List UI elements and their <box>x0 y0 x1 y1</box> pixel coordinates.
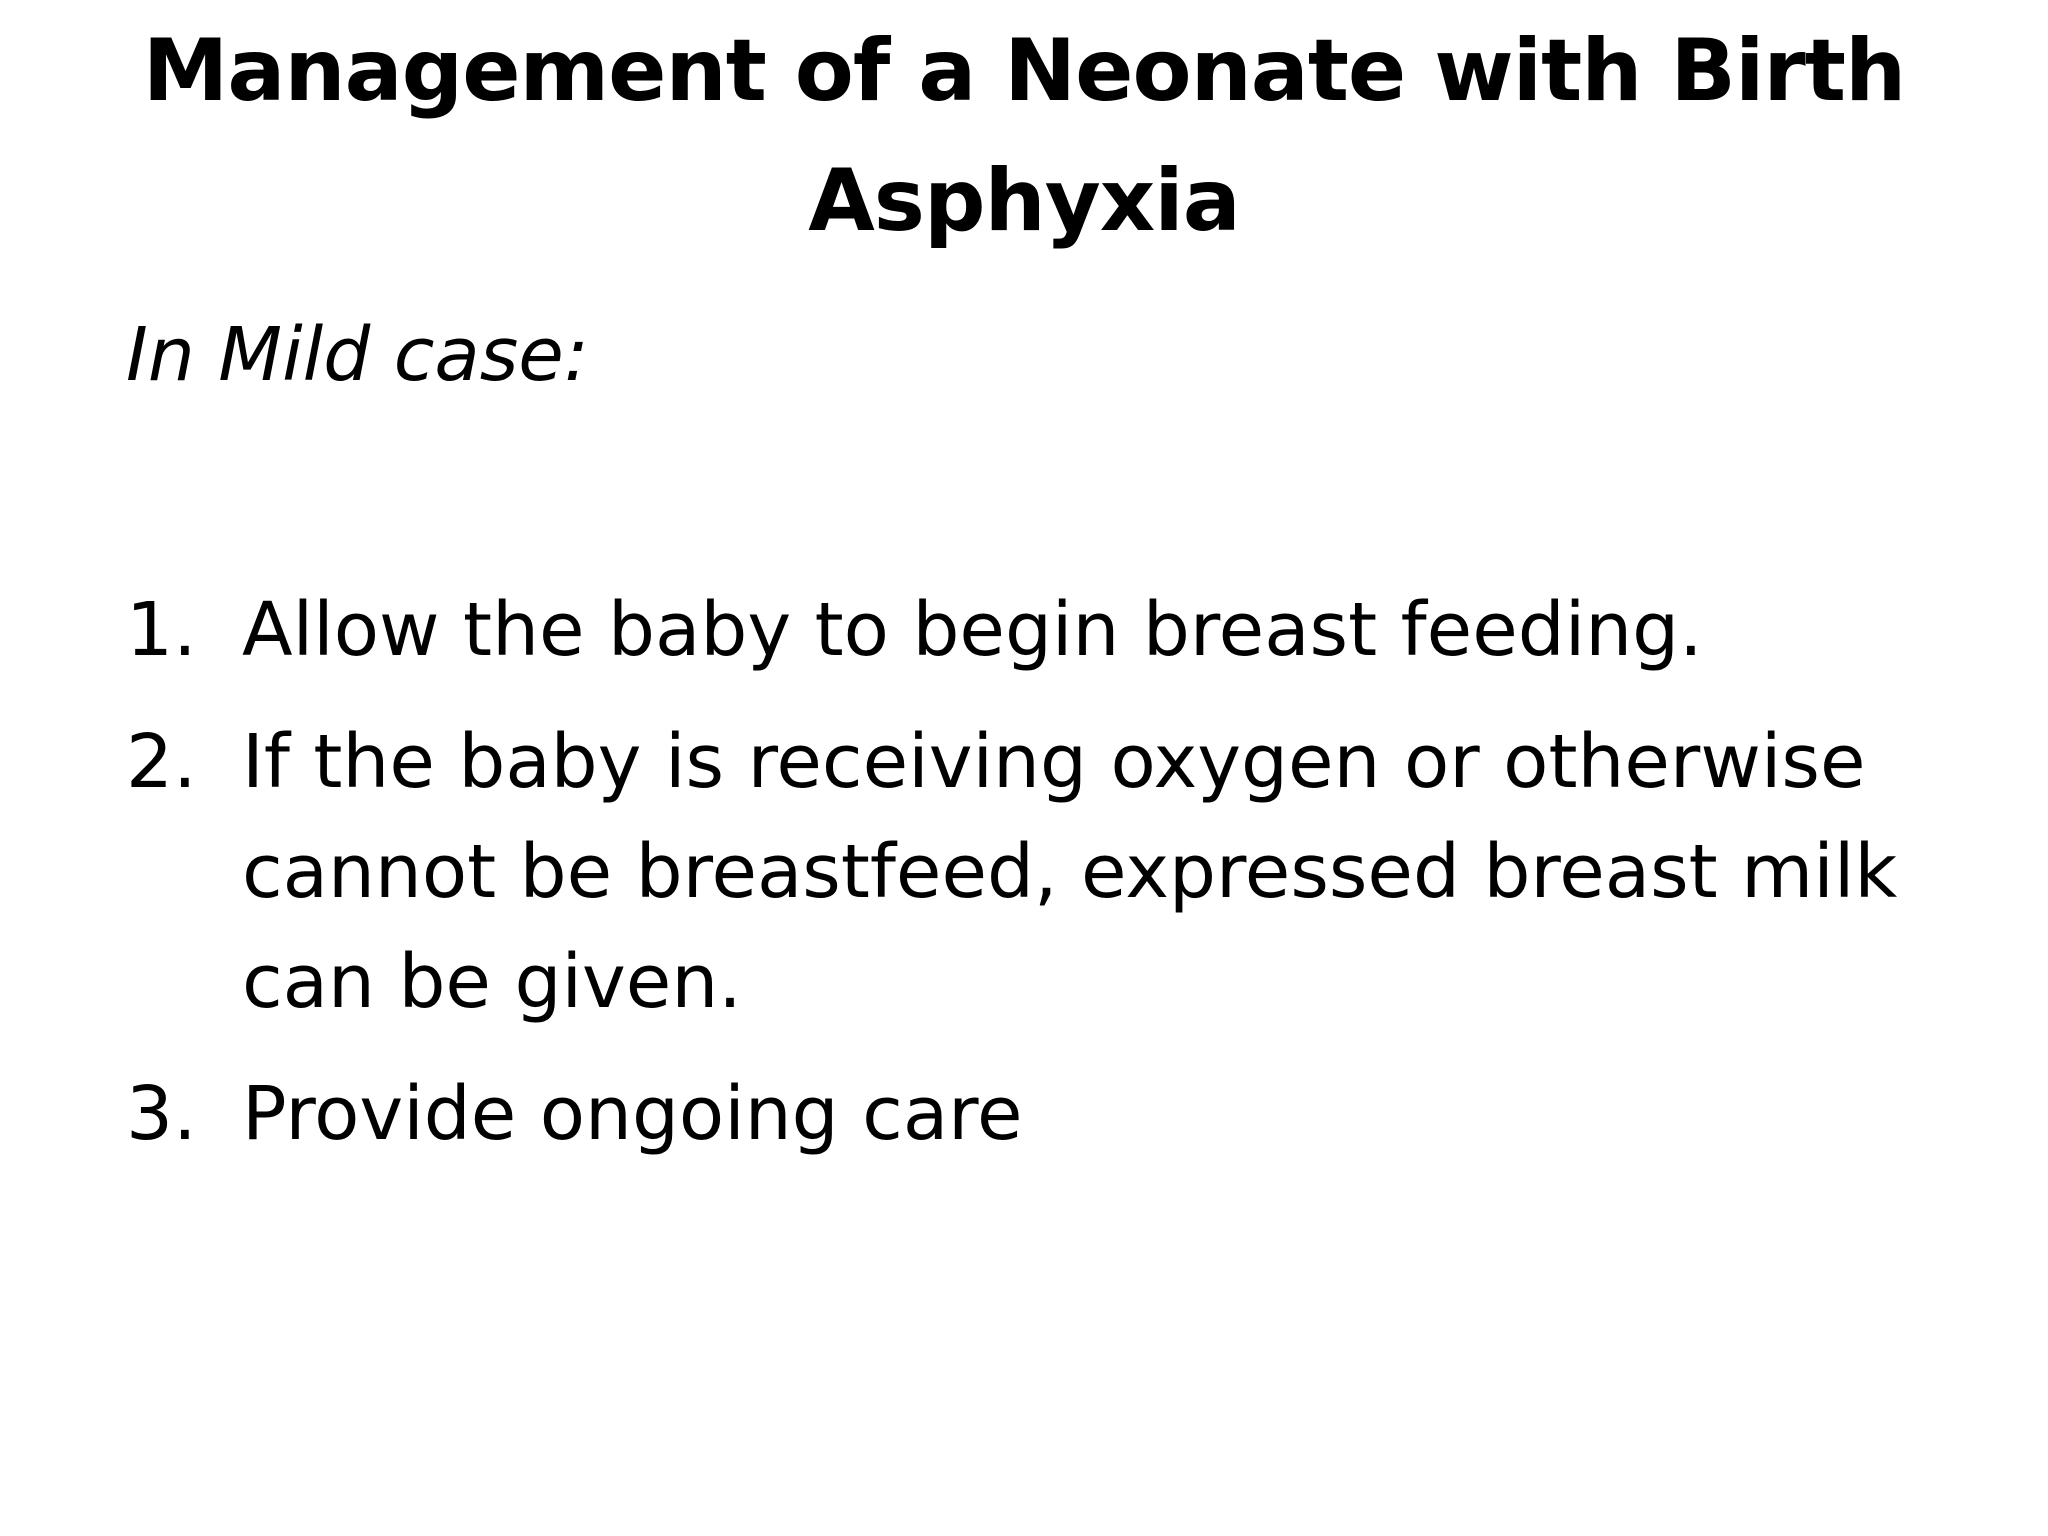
section-subtitle: In Mild case: <box>126 312 589 398</box>
step-number: 2. <box>126 719 197 805</box>
step-text: Provide ongoing care <box>242 1071 1023 1157</box>
step-number: 3. <box>126 1071 197 1157</box>
steps-list <box>126 575 1946 1191</box>
step-number: 1. <box>126 587 197 673</box>
step-text: Allow the baby to begin breast feeding. <box>242 587 1703 673</box>
slide-title: Management of a Neonate with Birth Asphyxia <box>142 21 1906 251</box>
list-item <box>126 1059 1946 1169</box>
list-item <box>126 575 1946 685</box>
list-item <box>126 707 1946 1037</box>
step-text: If the baby is receiving oxygen or otherwise cannot be breastfeed, expressed breast milk can be given. <box>242 719 1898 1025</box>
